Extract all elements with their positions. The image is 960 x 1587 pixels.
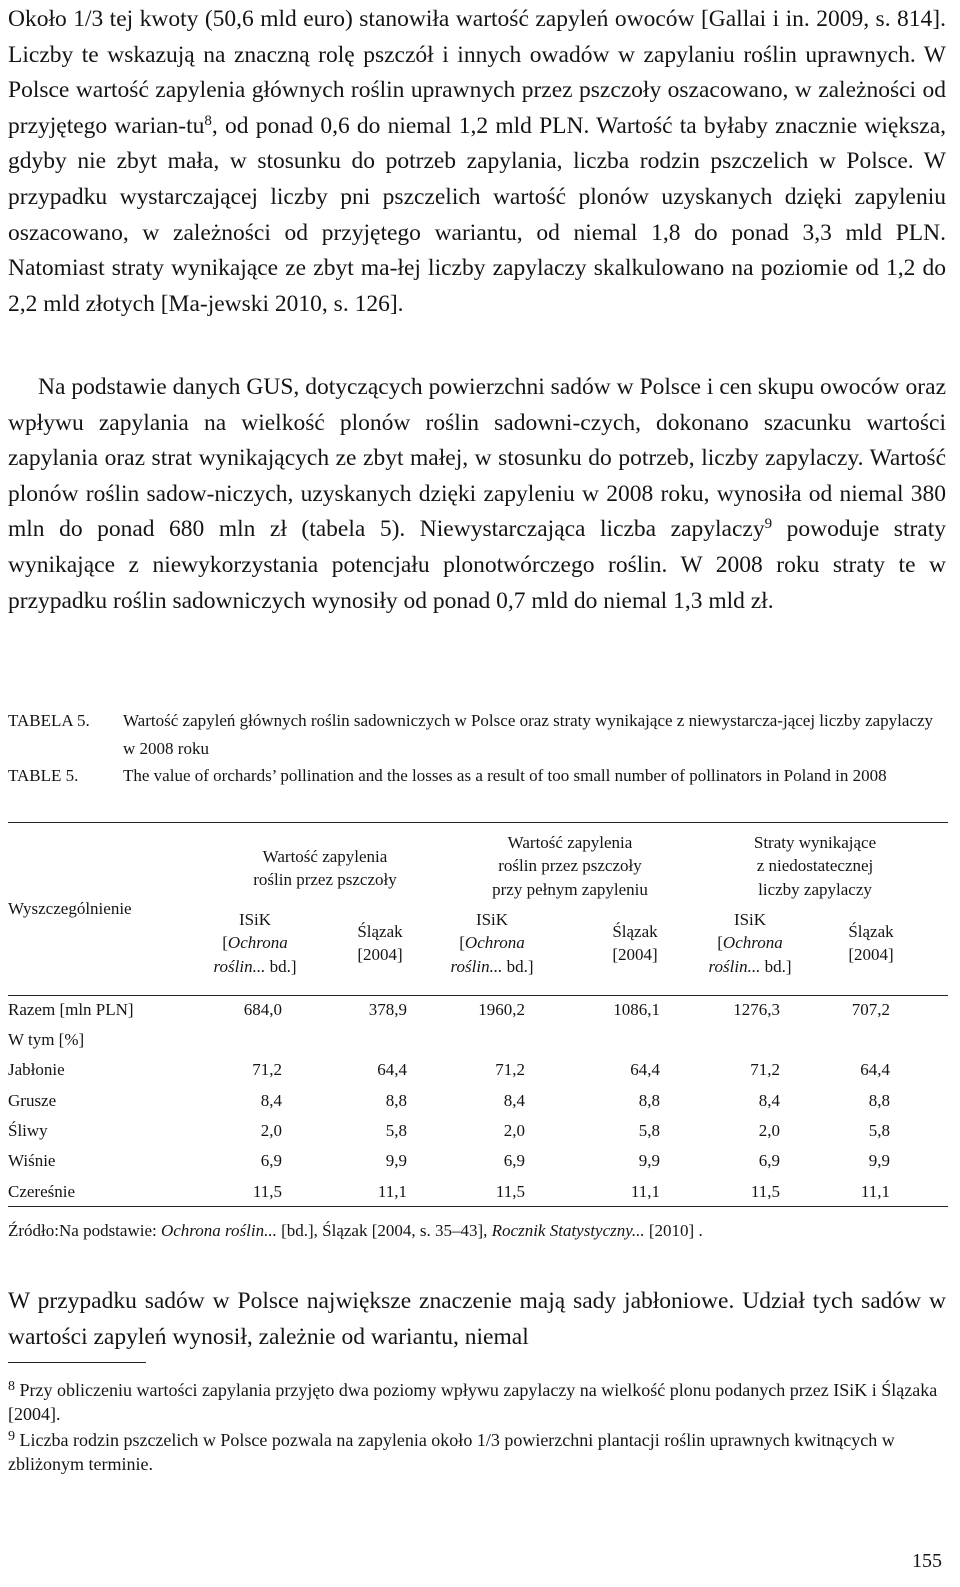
paragraph-text: Około 1/3 tej kwoty (50,6 mld euro) stanowiła wartość zapyleń owoców [Gallai i in. 2009, s. 814]. Liczby te wskazują na znaczną rolę pszczół i innych owadów w zapylaniu roślin uprawnych. W Polsce wartość zapylenia głównych roślin uprawnych przez pszczoły oszacowano, w zależności od przyjętego warian-tu xyxy=(8,6,946,139)
subheader-line: [2004] xyxy=(612,945,658,965)
table-cell: 11,1 xyxy=(377,1182,407,1201)
subheader-line xyxy=(195,955,315,978)
subheader-slazak-2 xyxy=(590,920,680,967)
table-cell: 11,5 xyxy=(252,1182,282,1201)
table-cell: 6,9 xyxy=(503,1151,525,1170)
footnote-number: 9 xyxy=(8,1429,15,1444)
footnote-separator xyxy=(8,1362,146,1363)
table-cell: 9,9 xyxy=(868,1151,890,1170)
subheader-isik-3 xyxy=(690,908,810,978)
group-header-3 xyxy=(700,831,930,901)
footnote-8 xyxy=(8,1378,948,1426)
table-cell: 71,2 xyxy=(750,1060,780,1079)
table-cell: 707,2 xyxy=(851,1000,890,1019)
table-cell: 8,8 xyxy=(638,1091,660,1110)
table-cell: 5,8 xyxy=(385,1121,407,1140)
table-cell: 378,9 xyxy=(368,1000,407,1019)
source-title: Ochrona xyxy=(464,933,525,953)
body-paragraph-1 xyxy=(8,2,946,322)
table-cell: 64,4 xyxy=(377,1060,407,1079)
caption-label: TABELA 5. xyxy=(8,711,90,730)
subheader-isik-2 xyxy=(432,908,552,978)
subheader-line xyxy=(432,931,552,954)
group-header-2 xyxy=(450,831,690,901)
subheader-slazak-3 xyxy=(826,920,916,967)
source-text: Źródło:Na podstawie: xyxy=(8,1221,161,1240)
table-cell: 1086,1 xyxy=(613,1000,660,1019)
table-cell: 8,4 xyxy=(260,1091,282,1110)
source-title: roślin... xyxy=(708,956,761,976)
table-cell: 11,1 xyxy=(860,1182,890,1201)
source-date: bd.] xyxy=(502,956,534,976)
group-header-1 xyxy=(210,845,440,892)
table-cell: 2,0 xyxy=(260,1121,282,1140)
subheader-line: Ślązak xyxy=(848,922,894,941)
source-title: Ochrona roślin... xyxy=(160,1221,277,1240)
header-line: liczby zapylaczy xyxy=(758,879,872,899)
source-title: roślin... xyxy=(450,956,503,976)
table-cell: 11,5 xyxy=(750,1182,780,1201)
table-row-label: Jabłonie xyxy=(8,1060,65,1079)
table-cell: 64,4 xyxy=(860,1060,890,1079)
table-row-label: Śliwy xyxy=(8,1121,48,1140)
subheader-line: ISiK xyxy=(475,910,509,929)
table-cell: 9,9 xyxy=(385,1151,407,1170)
bracket: [ xyxy=(717,933,723,953)
subheader-line: ISiK xyxy=(733,910,767,929)
header-line: Wartość zapylenia xyxy=(262,847,388,866)
subheader-line: [2004] xyxy=(848,945,894,965)
footnote-text: Liczba rodzin pszczelich w Polsce pozwala na zapylenia około 1/3 powierzchni plantacji roślin uprawnych kwitnących w zbliżonym terminie. xyxy=(8,1430,895,1474)
table-cell: 6,9 xyxy=(758,1151,780,1170)
source-title: Ochrona xyxy=(722,933,783,953)
table-cell: 64,4 xyxy=(630,1060,660,1079)
table-cell: 8,4 xyxy=(503,1091,525,1110)
source-date: bd.] xyxy=(760,956,792,976)
footnote-ref-8[interactable]: 8 xyxy=(204,112,212,129)
table-cell: 6,9 xyxy=(260,1151,282,1170)
bracket: [ xyxy=(222,933,228,953)
page-number: 155 xyxy=(912,1550,942,1572)
table-bottom-rule xyxy=(8,1206,948,1207)
table-cell: 2,0 xyxy=(758,1121,780,1140)
subheader-line xyxy=(432,955,552,978)
table-cell: 9,9 xyxy=(638,1151,660,1170)
footnote-ref-9[interactable]: 9 xyxy=(764,516,773,533)
header-line: Straty wynikające xyxy=(753,833,877,852)
stub-header: Wyszczególnienie xyxy=(8,899,132,918)
table-cell: 1276,3 xyxy=(733,1000,780,1019)
table-cell: 684,0 xyxy=(243,1000,282,1019)
table-row-label: Wiśnie xyxy=(8,1151,56,1170)
header-line: przy pełnym zapyleniu xyxy=(492,879,648,899)
caption-text: The value of orchards’ pollination and the losses as a result of too small number of pollinators in Poland in 2008 xyxy=(123,766,887,785)
table-row-label: Czereśnie xyxy=(8,1182,76,1201)
source-title: roślin... xyxy=(213,956,266,976)
subheader-slazak-1 xyxy=(335,920,425,967)
table-source xyxy=(8,1219,703,1243)
header-line: z niedostatecznej xyxy=(756,856,874,876)
paragraph-text: , od ponad 0,6 do niemal 1,2 mld PLN. Wartość ta byłaby znacznie większa, gdyby nie zbyt mała, w stosunku do potrzeb zapylania, liczba rodzin pszczelich w Polsce. W przypadku wystarczającej liczby pni pszczelich wartość plonów uzyskanych dzięki zapyleniu oszacowano, w zależności od przyjętego wariantu, od niemal 1,8 do ponad 3,3 mld PLN. Natomiast straty wynikające ze zbyt ma-łej liczby zapylaczy skalkulowano na poziomie od 1,2 do 2,2 mld złotych [Ma-jewski 2010, s. 126]. xyxy=(8,112,946,317)
caption-text: Wartość zapyleń głównych roślin sadowniczych w Polsce oraz straty wynikające z niewystarcza-jącej liczby zapylaczy w 2008 roku xyxy=(123,711,934,758)
table-cell: 8,4 xyxy=(758,1091,780,1110)
paragraph-text: Na podstawie danych GUS, dotyczących powierzchni sadów w Polsce i cen skupu owoców oraz wpływu zapylania na wielkość plonów roślin sadowni-czych, dokonano szacunku wartości zapylania oraz strat wynikających ze zbyt małej, w stosunku do potrzeb, liczby zapylaczy. Wartość plonów roślin sadow-niczych, uzyskanych dzięki zapyleniu w 2008 roku, wynosiła od niemal 380 mln do ponad 680 mln zł (tabela 5). Niewystarczająca liczba zapylaczy xyxy=(8,374,946,543)
table-caption-pl xyxy=(8,707,948,762)
paragraph-text: powoduje straty wynikające z niewykorzystania potencjału plonotwórczego roślin. W 2008 roku straty te w przypadku roślin sadowniczych wynosiły od ponad 0,7 mld do niemal 1,3 mld zł. xyxy=(8,516,947,614)
subheader-line xyxy=(195,931,315,954)
source-date: bd.] xyxy=(265,956,297,976)
body-paragraph-3: W przypadku sadów w Polsce największe znaczenie mają sady jabłoniowe. Udział tych sadów w wartości zapyleń wynosił, zależnie od wariantu, niemal xyxy=(8,1288,946,1350)
subheader-line: Ślązak xyxy=(357,922,403,941)
table-cell: 2,0 xyxy=(503,1121,525,1140)
caption-label: TABLE 5. xyxy=(8,766,79,785)
subheader-line: [2004] xyxy=(357,945,403,965)
header-line: roślin przez pszczoły xyxy=(498,856,642,876)
table-cell: 8,8 xyxy=(385,1091,407,1110)
subheader-line: ISiK xyxy=(238,910,272,929)
subheader-line xyxy=(690,955,810,978)
table-cell: 5,8 xyxy=(638,1121,660,1140)
subheader-line xyxy=(690,931,810,954)
table-caption-en xyxy=(8,762,948,790)
table-cell: 8,8 xyxy=(868,1091,890,1110)
table-cell: 11,1 xyxy=(630,1182,660,1201)
table-row-label: Razem [mln PLN] xyxy=(8,1000,134,1019)
body-paragraph-2 xyxy=(8,370,946,619)
table-cell: 71,2 xyxy=(252,1060,282,1079)
table-cell: 5,8 xyxy=(868,1121,890,1140)
table-cell: 71,2 xyxy=(495,1060,525,1079)
source-title: Rocznik Statystyczny... xyxy=(491,1221,645,1240)
table-cell: 1960,2 xyxy=(478,1000,525,1019)
table-row-label: W tym [%] xyxy=(8,1030,85,1049)
bracket: [ xyxy=(459,933,465,953)
source-title: Ochrona xyxy=(227,933,288,953)
table-header-rule xyxy=(8,995,948,996)
header-line: Wartość zapylenia xyxy=(507,833,633,852)
subheader-line: Ślązak xyxy=(612,922,658,941)
table-top-rule xyxy=(8,822,948,823)
table-row-label: Grusze xyxy=(8,1091,57,1110)
footnote-number: 8 xyxy=(8,1379,15,1394)
source-text: [2010] . xyxy=(644,1221,703,1240)
subheader-isik-1 xyxy=(195,908,315,978)
footnote-text: Przy obliczeniu wartości zapylania przyjęto dwa poziomy wpływu zapylaczy na wielkość plonu podanych przez ISiK i Ślązaka [2004]. xyxy=(8,1380,938,1424)
table-cell: 11,5 xyxy=(495,1182,525,1201)
footnote-9 xyxy=(8,1428,948,1476)
source-text: [bd.], Ślązak [2004, s. 35–43], xyxy=(276,1221,492,1240)
header-line: roślin przez pszczoły xyxy=(253,870,397,890)
